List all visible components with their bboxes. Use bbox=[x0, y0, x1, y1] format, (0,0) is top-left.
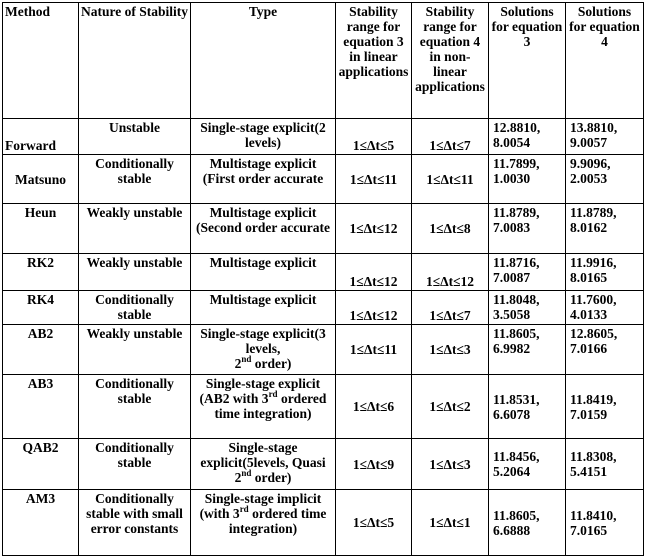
type-text-c: order) bbox=[251, 470, 292, 485]
range4-cell: 1≤Δt≤3 bbox=[412, 439, 489, 490]
sol4-cell bbox=[566, 375, 644, 439]
nature-cell: Unstable bbox=[79, 119, 191, 155]
table-row bbox=[3, 375, 644, 439]
sol3-cell bbox=[489, 291, 566, 325]
nature-cell: Conditionally stable bbox=[79, 439, 191, 490]
range4-cell: 1≤Δt≤7 bbox=[412, 119, 489, 155]
method-cell: RK4 bbox=[3, 291, 79, 325]
sol3-value-b: 5.2064 bbox=[493, 464, 531, 479]
type-text-b: 2 bbox=[234, 356, 242, 371]
table-row bbox=[3, 254, 644, 291]
sol3-cell bbox=[489, 490, 566, 556]
method-cell: QAB2 bbox=[3, 439, 79, 490]
range3-cell: 1≤Δt≤11 bbox=[336, 155, 412, 204]
sol4-value-a: 12.8605, bbox=[570, 326, 618, 341]
sol3-value-b: 6.6078 bbox=[493, 406, 531, 422]
header-sol3: Solutions for equation 3 bbox=[489, 3, 566, 119]
sol4-value-b: 4.0133 bbox=[570, 307, 608, 322]
range3-cell: 1≤Δt≤9 bbox=[336, 439, 412, 490]
table-row bbox=[3, 325, 644, 375]
stability-comparison-table bbox=[2, 2, 644, 556]
sol4-value-b: 8.0165 bbox=[570, 270, 608, 285]
sol4-value-a: 11.8789, bbox=[570, 205, 617, 220]
sol3-cell bbox=[489, 325, 566, 375]
sol4-value-b: 5.4151 bbox=[570, 464, 608, 479]
sol3-cell bbox=[489, 254, 566, 291]
type-text-a: Single-stage explicit(3 levels, bbox=[200, 326, 326, 356]
nature-cell: Conditionally stable bbox=[79, 155, 191, 204]
sol4-value-a: 11.7600, bbox=[570, 292, 617, 307]
sol3-cell bbox=[489, 375, 566, 439]
type-cell bbox=[191, 490, 336, 556]
sol3-value-b: 6.9982 bbox=[493, 341, 531, 356]
type-superscript: nd bbox=[241, 467, 252, 478]
range3-cell: 1≤Δt≤5 bbox=[336, 119, 412, 155]
sol3-value-b: 1.0030 bbox=[493, 171, 531, 186]
sol4-cell bbox=[566, 291, 644, 325]
range3-cell: 1≤Δt≤12 bbox=[336, 254, 412, 291]
sol3-value-a: 11.7899, bbox=[493, 156, 540, 171]
header-nature: Nature of Stability bbox=[79, 3, 191, 119]
sol3-value-b: 6.6888 bbox=[493, 522, 531, 538]
header-range3: Stability range for equation 3 in linear applications bbox=[336, 3, 412, 119]
range4-cell: 1≤Δt≤3 bbox=[412, 325, 489, 375]
range4-cell: 1≤Δt≤8 bbox=[412, 204, 489, 254]
nature-cell: Weakly unstable bbox=[79, 254, 191, 291]
sol4-value-b: 2.0053 bbox=[570, 171, 608, 186]
sol3-value-b: 8.0054 bbox=[493, 135, 531, 150]
sol4-value-a: 13.8810, bbox=[570, 120, 618, 135]
range3-cell: 1≤Δt≤12 bbox=[336, 291, 412, 325]
sol3-cell bbox=[489, 155, 566, 204]
sol4-value-b: 7.0165 bbox=[570, 522, 608, 538]
sol4-value-b: 7.0159 bbox=[570, 406, 608, 422]
table-row bbox=[3, 119, 644, 155]
sol3-value-b: 3.5058 bbox=[493, 307, 531, 322]
method-cell: Heun bbox=[3, 204, 79, 254]
type-cell: Multistage explicit bbox=[191, 254, 336, 291]
method-cell: AM3 bbox=[3, 490, 79, 556]
type-cell bbox=[191, 439, 336, 490]
sol4-cell bbox=[566, 119, 644, 155]
type-cell: Multistage explicit bbox=[191, 291, 336, 325]
method-cell: AB3 bbox=[3, 375, 79, 439]
sol4-value-a: 11.8419, bbox=[570, 391, 617, 407]
range4-cell: 1≤Δt≤11 bbox=[412, 155, 489, 204]
nature-cell: Weakly unstable bbox=[79, 204, 191, 254]
type-superscript: rd bbox=[239, 503, 249, 514]
sol4-value-a: 9.9096, bbox=[570, 156, 611, 171]
sol3-value-a: 11.8716, bbox=[493, 255, 540, 270]
table-row bbox=[3, 204, 644, 254]
method-cell: Forward bbox=[3, 119, 79, 155]
header-type: Type bbox=[191, 3, 336, 119]
type-text-a: Single-stage explicit (AB2 with 3 bbox=[199, 376, 321, 406]
method-cell: AB2 bbox=[3, 325, 79, 375]
header-range4: Stability range for equation 4 in non-linear applications bbox=[412, 3, 489, 119]
type-cell: Single-stage explicit(2 levels) bbox=[191, 119, 336, 155]
type-superscript: nd bbox=[241, 353, 252, 364]
type-text-c: ordered time integration) bbox=[228, 506, 327, 536]
type-cell: Multistage explicit (Second order accurate bbox=[191, 204, 336, 254]
sol4-cell bbox=[566, 254, 644, 291]
sol3-value-a: 11.8605, bbox=[493, 507, 540, 523]
table-row bbox=[3, 291, 644, 325]
sol3-value-a: 12.8810, bbox=[493, 120, 541, 135]
type-cell bbox=[191, 325, 336, 375]
range3-cell: 1≤Δt≤6 bbox=[336, 375, 412, 439]
sol3-value-b: 7.0083 bbox=[493, 220, 531, 235]
type-superscript: rd bbox=[268, 388, 278, 399]
table-row bbox=[3, 155, 644, 204]
table-row bbox=[3, 439, 644, 490]
type-text-c: ordered time integration) bbox=[214, 391, 327, 421]
type-text-a: Single-stage implicit (with 3 bbox=[199, 491, 322, 521]
header-method: Method bbox=[3, 3, 79, 119]
nature-cell: Conditionally stable bbox=[79, 291, 191, 325]
sol3-value-a: 11.8048, bbox=[493, 292, 540, 307]
type-cell: Multistage explicit (First order accurate bbox=[191, 155, 336, 204]
type-cell bbox=[191, 375, 336, 439]
sol3-value-b: 7.0087 bbox=[493, 270, 531, 285]
sol3-cell bbox=[489, 119, 566, 155]
range4-cell: 1≤Δt≤12 bbox=[412, 254, 489, 291]
method-cell: RK2 bbox=[3, 254, 79, 291]
sol4-cell bbox=[566, 204, 644, 254]
type-text-a: Single-stage explicit(5levels, Quasi 2 bbox=[200, 440, 326, 485]
type-text-c: order) bbox=[251, 356, 292, 371]
nature-cell: Weakly unstable bbox=[79, 325, 191, 375]
range4-cell: 1≤Δt≤1 bbox=[412, 490, 489, 556]
nature-cell: Conditionally stable bbox=[79, 375, 191, 439]
sol4-cell bbox=[566, 490, 644, 556]
sol4-value-a: 11.9916, bbox=[570, 255, 617, 270]
range4-cell: 1≤Δt≤2 bbox=[412, 375, 489, 439]
method-cell: Matsuno bbox=[3, 155, 79, 204]
sol4-value-b: 8.0162 bbox=[570, 220, 608, 235]
table-row bbox=[3, 490, 644, 556]
header-sol4: Solutions for equation 4 bbox=[566, 3, 644, 119]
sol4-value-a: 11.8308, bbox=[570, 449, 617, 464]
sol4-cell bbox=[566, 439, 644, 490]
sol3-value-a: 11.8789, bbox=[493, 205, 540, 220]
range3-cell: 1≤Δt≤12 bbox=[336, 204, 412, 254]
range4-cell: 1≤Δt≤7 bbox=[412, 291, 489, 325]
sol3-cell bbox=[489, 439, 566, 490]
range3-cell: 1≤Δt≤11 bbox=[336, 325, 412, 375]
sol3-value-a: 11.8531, bbox=[493, 391, 540, 407]
sol4-cell bbox=[566, 155, 644, 204]
sol4-value-b: 7.0166 bbox=[570, 341, 608, 356]
sol4-value-a: 11.8410, bbox=[570, 507, 617, 523]
nature-cell: Conditionally stable with small error constants bbox=[79, 490, 191, 556]
sol3-value-a: 11.8605, bbox=[493, 326, 540, 341]
sol4-value-b: 9.0057 bbox=[570, 135, 608, 150]
header-row bbox=[3, 3, 644, 119]
sol3-cell bbox=[489, 204, 566, 254]
range3-cell: 1≤Δt≤5 bbox=[336, 490, 412, 556]
sol4-cell bbox=[566, 325, 644, 375]
sol3-value-a: 11.8456, bbox=[493, 449, 540, 464]
